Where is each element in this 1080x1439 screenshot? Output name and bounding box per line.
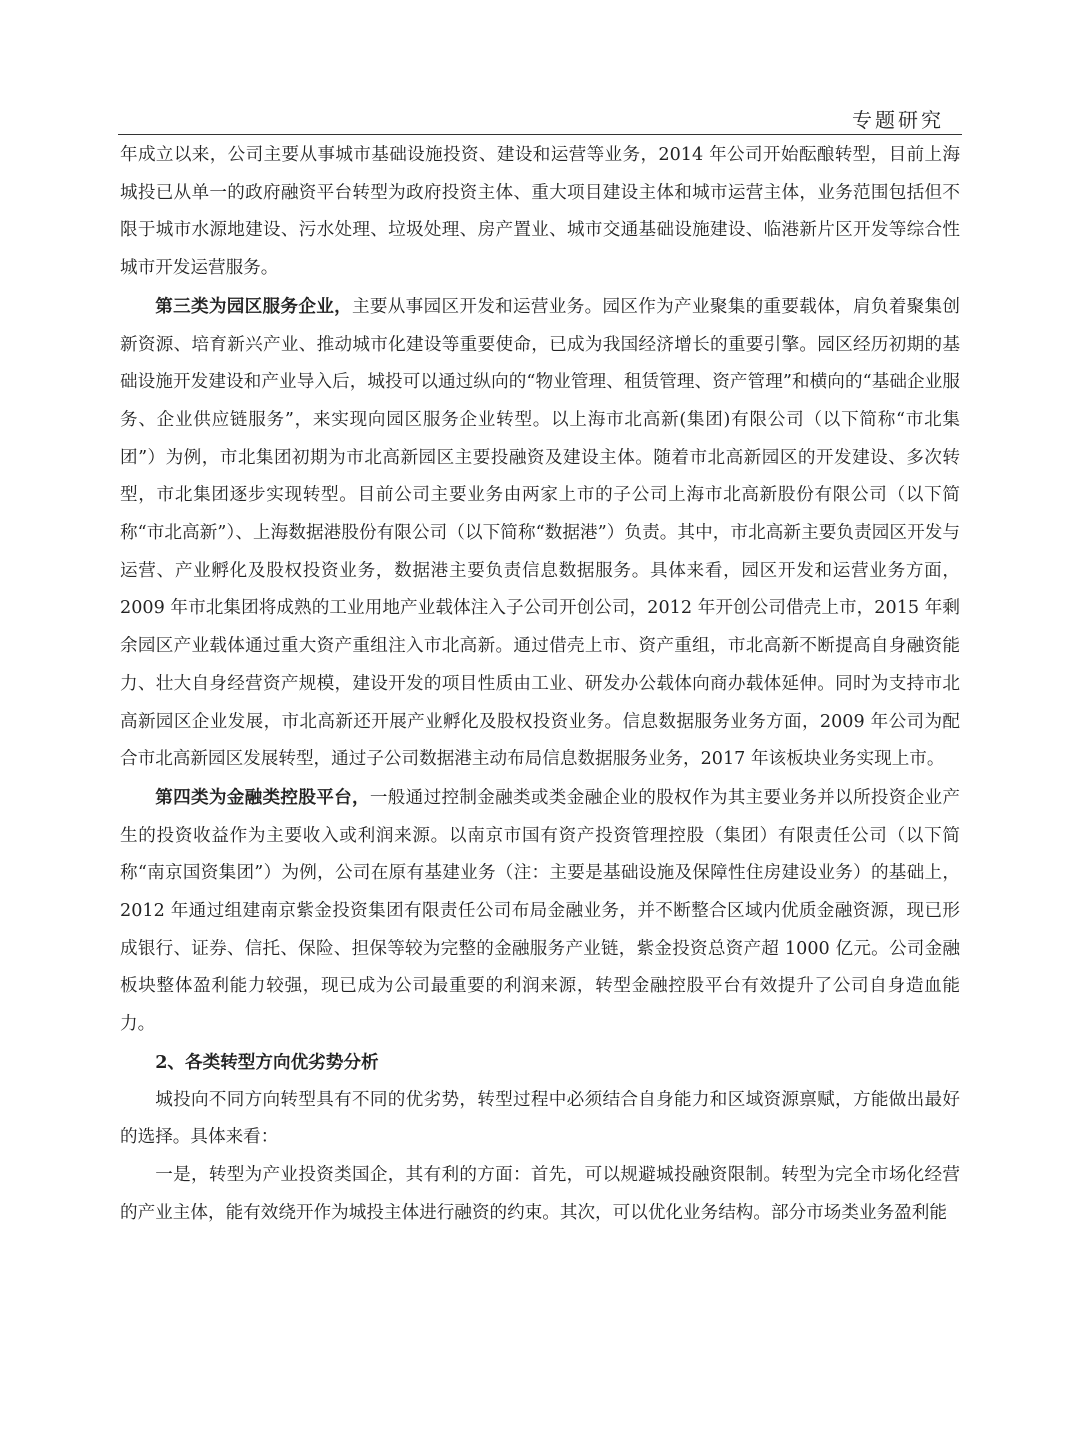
paragraph-text: 一般通过控制金融类或类金融企业的股权作为其主要业务并以所投资企业产生的投资收益作为主要收入或利润来源。以南京市国有资产投资管理控股（集团）有限责任公司（以下简称“南京国资集团”）为例，公司在原有基建业务（注：主要是基础设施及保障性住房建设业务）的基础上，2012 年通过组建南京紫金投资集团有限责任公司布局金融业务，并不断整合区域内优质金融资源，现已形成银行、证券、信托、保险、担保等较为完整的金融服务产业链，紫金投资总资产超 1000 亿元。公司金融板块整体盈利能力较强，现已成为公司最重要的利润来源，转型金融控股平台有效提升了公司自身造血能力。: [120, 787, 960, 1035]
paragraph-industrial-park: [120, 288, 960, 779]
section-label: 专题研究: [852, 108, 944, 132]
header-divider: [118, 134, 962, 135]
body-content: [120, 137, 960, 1232]
paragraph-text: 一是，转型为产业投资类国企，其有利的方面：首先，可以规避城投融资限制。转型为完全市场化经营的产业主体，能有效绕开作为城投主体进行融资的约束。其次，可以优化业务结构。部分市场类业务盈利能: [120, 1164, 960, 1223]
paragraph-lead: 第四类为金融类控股平台，: [155, 786, 370, 808]
paragraph-financial-holding: [120, 779, 960, 1044]
paragraph-first-point: [120, 1157, 960, 1232]
paragraph-text: 主要从事园区开发和运营业务。园区作为产业聚集的重要载体，肩负着聚集创新资源、培育新兴产业、推动城市化建设等重要使命，已成为我国经济增长的重要引擎。园区经历初期的基础设施开发建设和产业导入后，城投可以通过纵向的“物业管理、租赁管理、资产管理”和横向的“基础企业服务、企业供应链服务”，来实现向园区服务企业转型。以上海市北高新(集团)有限公司（以下简称“市北集团”）为例，市北集团初期为市北高新园区主要投融资及建设主体。随着市北高新园区的开发建设、多次转型，市北集团逐步实现转型。目前公司主要业务由两家上市的子公司上海市北高新股份有限公司（以下简称“市北高新”）、上海数据港股份有限公司（以下简称“数据港”）负责。其中，市北高新主要负责园区开发与运营、产业孵化及股权投资业务，数据港主要负责信息数据服务。具体来看，园区开发和运营业务方面，2009 年市北集团将成熟的工业用地产业载体注入子公司开创公司，2012 年开创公司借壳上市，2015 年剩余园区产业载体通过重大资产重组注入市北高新。通过借壳上市、资产重组，市北高新不断提高自身融资能力、壮大自身经营资产规模，建设开发的项目性质由工业、研发办公载体向商办载体延伸。同时为支持市北高新园区企业发展，市北高新还开展产业孵化及股权投资业务。信息数据服务业务方面，2009 年公司为配合市北高新园区发展转型，通过子公司数据港主动布局信息数据服务业务，2017 年该板块业务实现上市。: [120, 296, 960, 770]
section-heading: 2、各类转型方向优劣势分析: [155, 1051, 379, 1073]
paragraph-continuation: [120, 137, 960, 288]
paragraph-lead: 第三类为园区服务企业，: [155, 295, 352, 317]
paragraph-text: 城投向不同方向转型具有不同的优劣势，转型过程中必须结合自身能力和区域资源禀赋，方能做出最好的选择。具体来看：: [120, 1089, 960, 1148]
paragraph-intro: [120, 1082, 960, 1157]
paragraph-text: 年成立以来，公司主要从事城市基础设施投资、建设和运营等业务，2014 年公司开始酝酿转型，目前上海城投已从单一的政府融资平台转型为政府投资主体、重大项目建设主体和城市运营主体，业务范围包括但不限于城市水源地建设、污水处理、垃圾处理、房产置业、城市交通基础设施建设、临港新片区开发等综合性城市开发运营服务。: [120, 145, 960, 279]
